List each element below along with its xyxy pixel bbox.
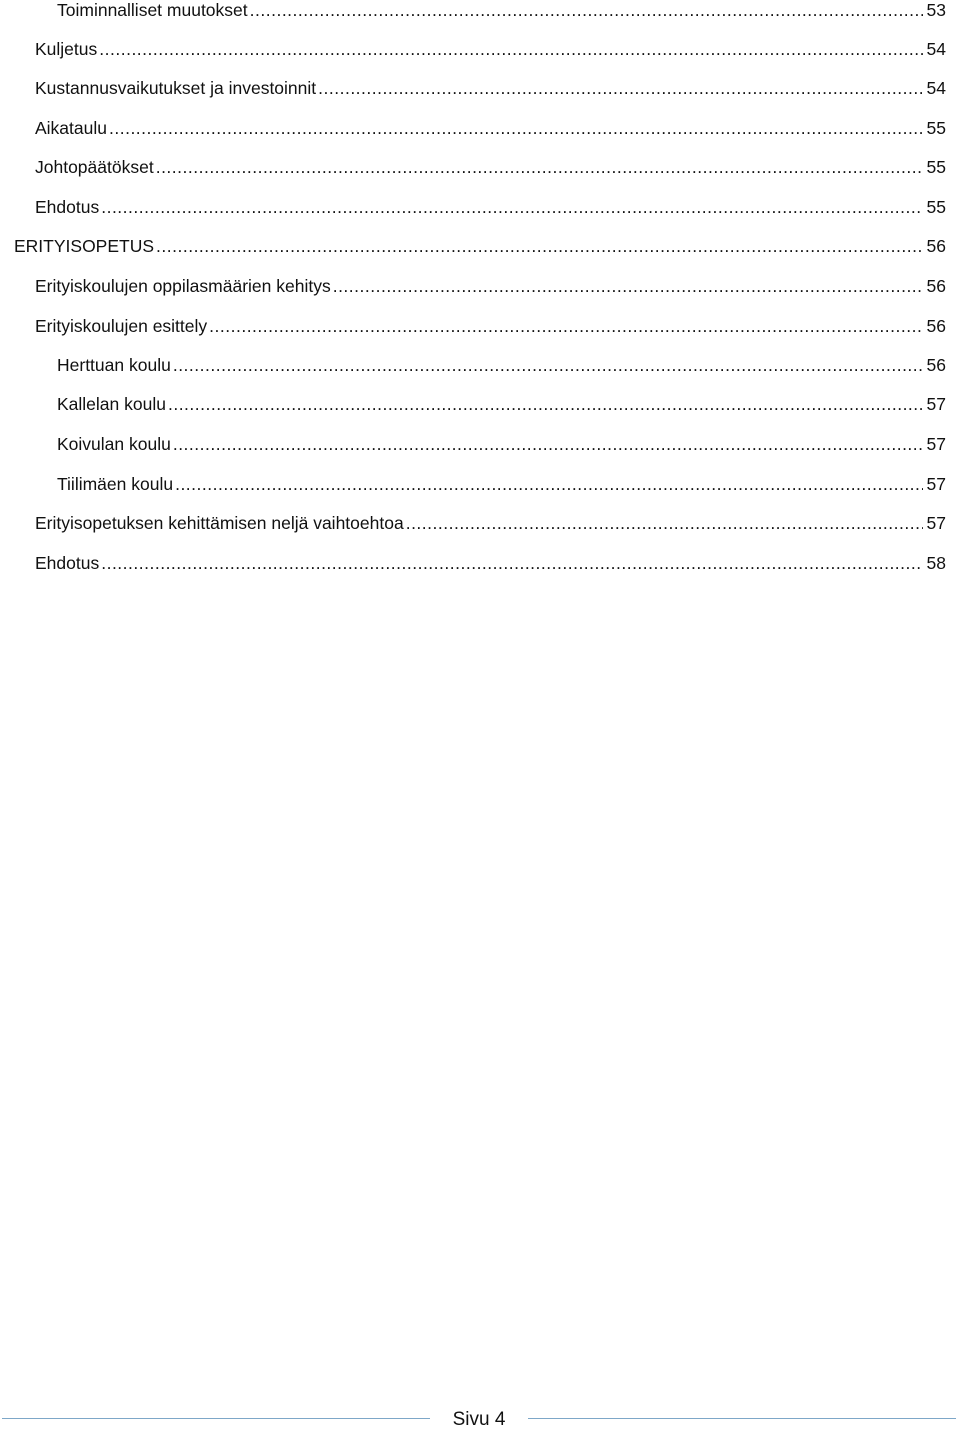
toc-entry-page: 53 [926,0,946,20]
toc-dot-leader [168,391,923,417]
toc-dot-leader [156,233,923,259]
toc-entry-title: Kallelan koulu [57,394,166,414]
toc-entry-page: 56 [926,316,946,336]
toc-entry-title: Johtopäätökset [35,157,154,177]
toc-dot-leader [318,75,922,101]
toc-entry[interactable] [0,75,946,101]
toc-entry[interactable] [0,0,946,23]
toc-entry-title: Aikataulu [35,118,107,138]
toc-entry-title: Kustannusvaikutukset ja investoinnit [35,78,317,98]
toc-dot-leader [250,0,923,23]
toc-dot-leader [173,431,923,457]
toc-entry[interactable] [0,115,946,141]
toc-entry-page: 55 [926,118,946,138]
toc-dot-leader [406,510,923,536]
toc-entry-page: 57 [926,474,946,494]
toc-entry[interactable] [0,36,946,62]
toc-dot-leader [109,115,923,141]
toc-dot-leader [333,273,923,299]
toc-entry-page: 56 [926,276,946,296]
toc-entry[interactable] [0,391,946,417]
toc-entry-page: 57 [926,434,946,454]
toc-entry-title: Herttuan koulu [57,355,171,375]
toc-entry[interactable] [0,154,946,180]
toc-dot-leader [173,352,923,378]
toc-entry-title: Erityiskoulujen oppilasmäärien kehitys [35,276,331,296]
toc-entry-title: Erityisopetuksen kehittämisen neljä vaihtoehtoa [35,513,404,533]
toc-entry[interactable] [0,273,946,299]
toc-entry-page: 56 [926,355,946,375]
toc-entry-page: 57 [926,513,946,533]
toc-entry-title: Koivulan koulu [57,434,171,454]
page-footer [0,1406,960,1431]
toc-entry-page: 58 [926,553,946,573]
toc-entry[interactable] [0,233,946,259]
toc-entry[interactable] [0,194,946,220]
toc-entry[interactable] [0,431,946,457]
toc-entry-title: Tiilimäen koulu [57,474,174,494]
toc-dot-leader [101,194,922,220]
toc-entry-title: Ehdotus [35,197,100,217]
toc-entry-title: Erityiskoulujen esittely [35,316,208,336]
toc-dot-leader [209,313,922,339]
toc-entry[interactable] [0,471,946,497]
footer-rule-right [528,1418,956,1419]
toc-dot-leader [156,154,923,180]
toc-dot-leader [99,36,922,62]
toc-entry[interactable] [0,313,946,339]
toc-entry[interactable] [0,352,946,378]
toc-entry-title: Toiminnalliset muutokset [57,0,248,20]
toc-entry-page: 55 [926,197,946,217]
toc-entry-title: Kuljetus [35,39,98,59]
toc-entry-title: Ehdotus [35,553,100,573]
page-number: Sivu 4 [452,1409,506,1430]
toc-entry[interactable] [0,550,946,576]
toc-dot-leader [101,550,922,576]
toc-entry-page: 55 [926,157,946,177]
toc-entry-title: ERITYISOPETUS [14,236,155,256]
toc-entry-page: 54 [926,78,946,98]
toc-entry-page: 54 [926,39,946,59]
toc-entry-page: 56 [926,236,946,256]
toc-entry-page: 57 [926,394,946,414]
toc-dot-leader [175,471,922,497]
toc-entry[interactable] [0,510,946,536]
footer-rule-left [2,1418,430,1419]
